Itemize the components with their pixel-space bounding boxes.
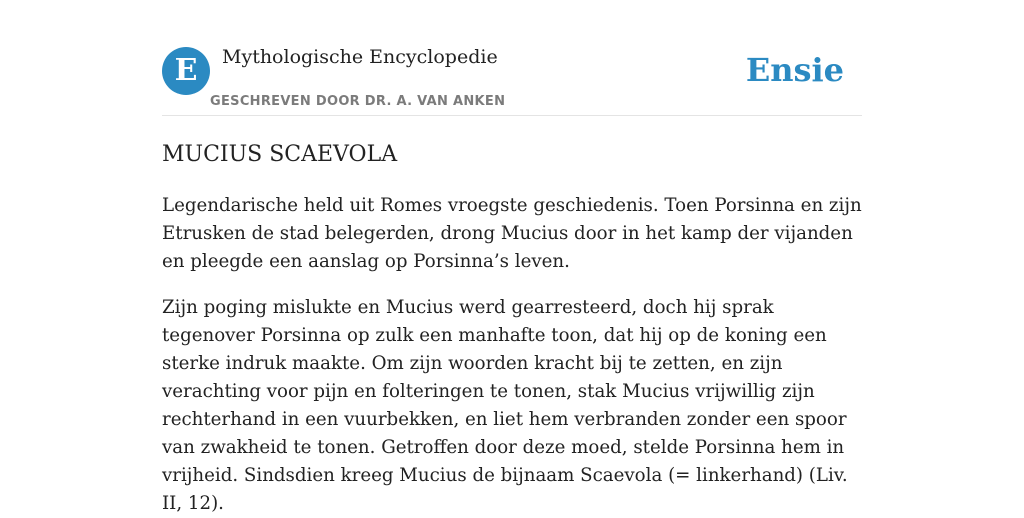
brand-logo[interactable]: Ensie: [745, 51, 844, 89]
article-paragraph: Legendarische held uit Romes vroegste geschiedenis. Toen Porsinna en zijn Etrusken de stad belegerden, drong Mucius door in het kamp der vijanden en pleegde een aanslag op Porsinna’s leven.: [162, 195, 862, 272]
header: [162, 44, 862, 116]
article-paragraph: Zijn poging mislukte en Mucius werd gearresteerd, doch hij sprak tegenover Porsinna op zulk een manhafte toon, dat hij op de koning een sterke indruk maakte. Om zijn woorden kracht bij te zetten, en zijn verachting voor pijn en folteringen te tonen, stak Mucius vrijwillig zijn rechterhand in een vuurbekken, en liet hem verbranden zonder een spoor van zwakheid te tonen. Getroffen door deze moed, stelde Porsinna hem in vrijheid. Sindsdien kreeg Mucius de bijnaam Scaevola (= linkerhand) (Liv. II, 12).: [162, 297, 848, 514]
site-logo[interactable]: E: [162, 47, 210, 95]
header-divider: [162, 115, 862, 116]
author-byline: GESCHREVEN DOOR DR. A. VAN ANKEN: [210, 94, 506, 109]
article-title: MUCIUS SCAEVOLA: [162, 142, 398, 167]
article: [162, 140, 862, 518]
site-title[interactable]: Mythologische Encyclopedie: [222, 46, 498, 68]
